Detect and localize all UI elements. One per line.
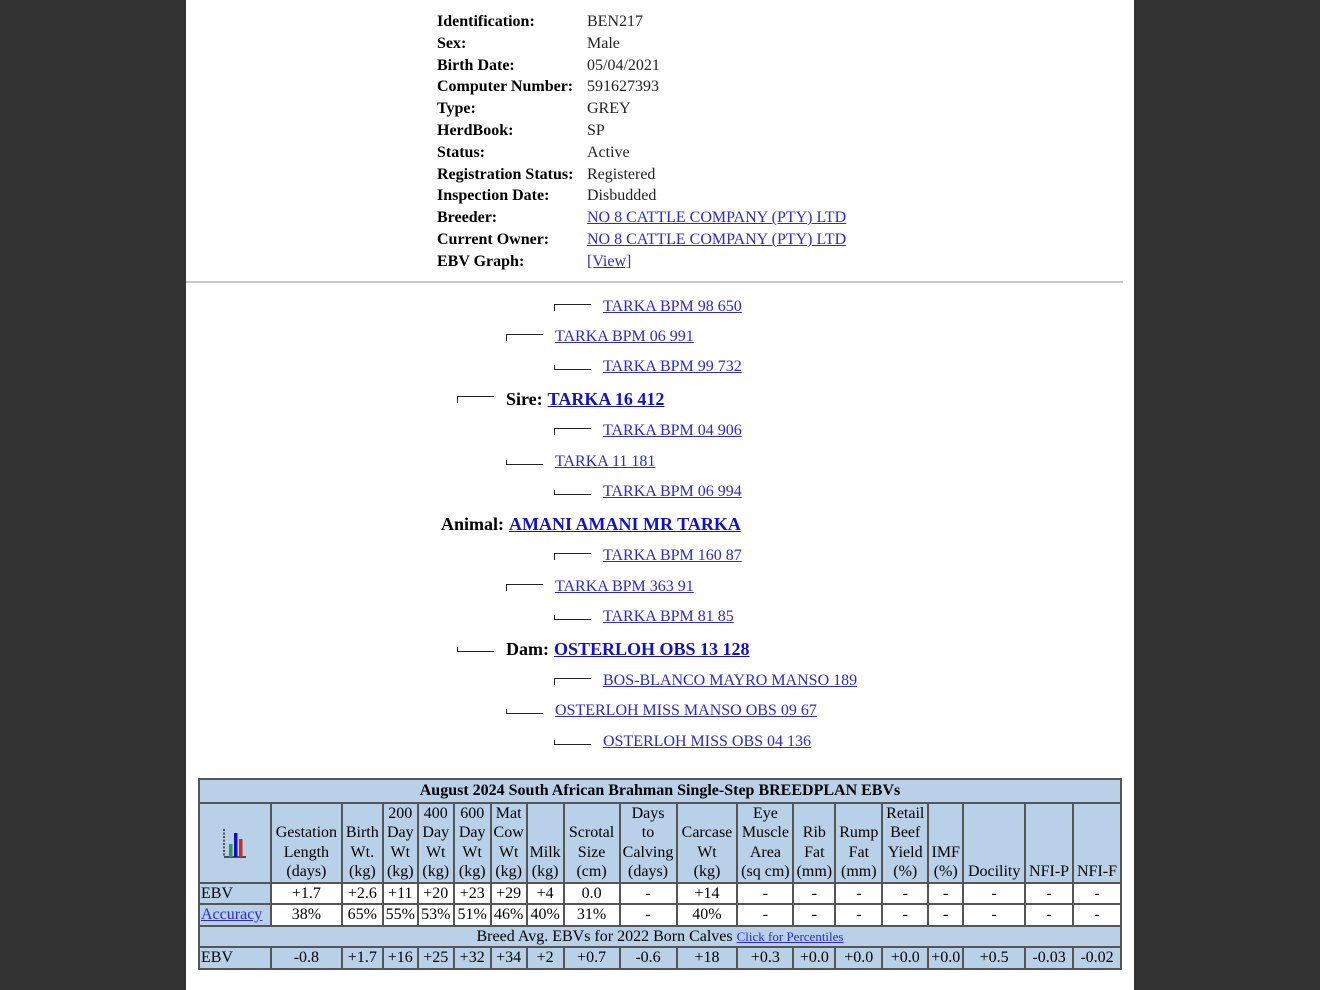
pedigree-link-sire-dam-sire[interactable]: TARKA BPM 04 906	[603, 422, 742, 439]
pedigree-node-dss	[554, 546, 742, 566]
detail-value: GREY	[587, 100, 631, 118]
column-header-line: (kg)	[386, 863, 414, 880]
breed-avg-value-cell: +25	[418, 947, 454, 969]
tree-connector	[506, 460, 543, 465]
ebv-row	[199, 904, 1121, 926]
ebv-column-header	[1025, 803, 1073, 883]
ebv-value-cell: -	[737, 904, 793, 926]
ebv-column-header	[418, 803, 454, 883]
breed-avg-value-cell: +0.5	[963, 947, 1025, 969]
row-label: EBV	[199, 947, 271, 969]
detail-label: Sex:	[437, 34, 467, 52]
pedigree-node-sire	[457, 389, 664, 409]
ebv-value-cell: +20	[418, 883, 454, 905]
breed-avg-value-cell: +34	[491, 947, 527, 969]
animal-details	[437, 11, 846, 273]
column-header-line: Wt	[425, 843, 446, 861]
column-header-line: Rib	[802, 824, 826, 841]
detail-row	[437, 164, 846, 186]
breed-avg-row	[199, 947, 1121, 969]
ebv-value-cell: -	[963, 883, 1025, 905]
breed-avg-text: Breed Avg. EBVs for 2022 Born Calves	[476, 927, 733, 945]
ebv-value-cell: -	[737, 883, 793, 905]
ebv-value-cell: -	[928, 904, 963, 926]
ebv-value-cell: -	[1025, 883, 1073, 905]
column-header-line: Birth	[345, 824, 379, 841]
column-header-line: (kg)	[531, 863, 559, 880]
pedigree-link-sire-sire-dam[interactable]: TARKA BPM 99 732	[603, 358, 742, 375]
ebv-value-cell: 53%	[418, 904, 454, 926]
detail-row	[437, 142, 846, 164]
breed-avg-value-cell: -0.03	[1025, 947, 1073, 969]
ebv-column-header	[1073, 803, 1121, 883]
detail-value: Active	[587, 143, 630, 161]
pedigree-link-dam-dam-sire[interactable]: BOS-BLANCO MAYRO MANSO 189	[603, 672, 858, 689]
column-header-line: Wt.	[350, 843, 375, 861]
column-header-line: 400	[423, 804, 448, 822]
pedigree-node-dd	[506, 701, 817, 721]
column-header-line: Rump	[839, 824, 879, 841]
column-header-line: Cow	[493, 824, 524, 841]
column-header-line: Length	[283, 843, 330, 861]
ebv-value-cell: -	[928, 883, 963, 905]
pedigree-link-animal[interactable]: AMANI AMANI MR TARKA	[509, 514, 741, 534]
animal-page	[186, 0, 1134, 990]
detail-label: Inspection Date:	[437, 187, 550, 205]
ebv-value-cell: +11	[383, 883, 418, 905]
pedigree-link-sire-dam[interactable]: TARKA 11 181	[555, 453, 656, 470]
detail-row	[437, 207, 846, 229]
detail-value: SP	[587, 121, 605, 139]
pedigree-link-dam-dam-dam[interactable]: OSTERLOH MISS OBS 04 136	[603, 733, 812, 750]
breed-avg-value-cell: +0.0	[928, 947, 963, 969]
tree-connector	[457, 647, 494, 652]
column-header-line: Carcase	[681, 824, 733, 841]
breed-avg-caption	[199, 926, 1121, 948]
ebv-value-cell: +2.6	[342, 883, 383, 905]
pedigree-link-dam[interactable]: OSTERLOH OBS 13 128	[554, 639, 750, 659]
ebv-column-header	[677, 803, 738, 883]
breed-avg-value-cell: -0.02	[1073, 947, 1121, 969]
pedigree-link-dam-sire-sire[interactable]: TARKA BPM 160 87	[603, 547, 742, 564]
row-label: EBV	[201, 884, 233, 902]
ebv-value-cell: -	[1025, 904, 1073, 926]
ebv-column-header	[491, 803, 527, 883]
column-header-line: Wt	[498, 843, 519, 861]
detail-link[interactable]: NO 8 CATTLE COMPANY (PTY) LTD	[587, 209, 847, 227]
detail-label: Computer Number:	[437, 78, 574, 96]
detail-row	[437, 185, 846, 207]
column-header-line: (sq cm)	[741, 863, 790, 880]
ebv-column-header	[928, 803, 963, 883]
pedigree-node-ssd	[554, 357, 742, 377]
tree-connector	[554, 553, 591, 560]
column-header-line: (mm)	[796, 863, 833, 880]
ebv-value-cell: -	[963, 904, 1025, 926]
ebv-column-header	[882, 803, 928, 883]
column-header-line: Wt	[462, 843, 482, 861]
detail-link[interactable]: NO 8 CATTLE COMPANY (PTY) LTD	[587, 230, 847, 248]
column-header-line: Fat	[848, 843, 870, 861]
column-header-line: Mat	[495, 804, 522, 822]
ebv-value-cell: -	[793, 904, 835, 926]
ebv-row	[199, 883, 1121, 905]
column-header-line: Size	[577, 843, 606, 861]
column-header-line: Eye	[752, 804, 778, 822]
column-header-line: (kg)	[458, 863, 486, 880]
breed-avg-value-cell: +32	[454, 947, 491, 969]
detail-value: 591627393	[587, 78, 659, 96]
ebv-value-cell: -	[1073, 904, 1121, 926]
tree-connector	[506, 334, 543, 341]
ebv-value-cell: +23	[454, 883, 491, 905]
ebv-value-cell: -	[620, 904, 677, 926]
pedigree-link-sire-dam-dam[interactable]: TARKA BPM 06 994	[603, 483, 742, 500]
column-header-line: Docility	[967, 863, 1021, 880]
ebv-value-cell: 31%	[564, 904, 620, 926]
ebv-value-cell: -	[835, 883, 882, 905]
ebv-value-cell: -	[620, 883, 677, 905]
ebv-value-cell: +4	[527, 883, 564, 905]
tree-connector	[554, 678, 591, 685]
pedigree-node-dam	[457, 639, 750, 659]
ebv-column-header	[793, 803, 835, 883]
breed-avg-value-cell: +0.0	[835, 947, 882, 969]
detail-row	[437, 55, 846, 77]
pedigree-link-sire-sire[interactable]: TARKA BPM 06 991	[555, 328, 694, 345]
column-header-line: Beef	[890, 824, 921, 841]
column-header-line: (cm)	[576, 863, 607, 880]
tree-connector	[554, 490, 591, 495]
ebv-column-header	[271, 803, 342, 883]
dam-label: Dam:	[506, 639, 549, 659]
column-header-line: (days)	[286, 863, 327, 880]
column-header-line: Days	[631, 804, 665, 822]
breed-avg-value-cell: +18	[677, 947, 738, 969]
tree-connector	[554, 365, 591, 370]
pedigree-link-sire-sire-sire[interactable]: TARKA BPM 98 650	[603, 298, 742, 315]
ebv-value-cell: +1.7	[271, 883, 342, 905]
tree-connector	[554, 615, 591, 620]
detail-value: Registered	[587, 165, 656, 183]
breed-avg-value-cell: +16	[383, 947, 418, 969]
detail-row	[437, 11, 846, 33]
detail-label: Registration Status:	[437, 165, 574, 183]
pedigree-link-sire[interactable]: TARKA 16 412	[547, 389, 665, 409]
column-header-line: Day	[386, 824, 414, 841]
ebv-value-cell: -	[882, 904, 928, 926]
detail-row	[437, 120, 846, 142]
column-header-line: Calving	[622, 843, 674, 861]
breed-avg-value-cell: +0.0	[882, 947, 928, 969]
detail-value: Male	[587, 34, 620, 52]
sire-label: Sire:	[506, 389, 543, 409]
column-header-line: Gestation	[275, 824, 338, 841]
column-header-line: Fat	[804, 843, 825, 861]
breed-avg-value-cell: +0.0	[793, 947, 835, 969]
ebv-column-header	[737, 803, 793, 883]
pedigree-node-dsd	[554, 607, 734, 627]
detail-row	[437, 229, 846, 251]
detail-label: Current Owner:	[437, 230, 550, 248]
ebv-value-cell: +29	[491, 883, 527, 905]
tree-connector	[554, 304, 591, 311]
detail-row	[437, 33, 846, 55]
column-header-line: Area	[749, 843, 781, 861]
column-header-line: (days)	[628, 863, 668, 880]
column-header-line: (%)	[933, 863, 958, 880]
column-header-line: (%)	[893, 863, 918, 880]
column-header-line: Scrotal	[568, 824, 615, 841]
ebv-column-header	[342, 803, 383, 883]
pedigree-node-sds	[554, 421, 742, 441]
detail-link[interactable]: [View]	[587, 252, 632, 270]
column-header-line: Day	[422, 824, 450, 841]
ebv-table-title: August 2024 South African Brahman Single-Step BREEDPLAN EBVs	[199, 779, 1121, 803]
column-header-line: Wt	[697, 843, 717, 861]
ebv-value-cell: 40%	[677, 904, 738, 926]
ebv-value-cell: -	[793, 883, 835, 905]
detail-value: BEN217	[587, 13, 643, 30]
column-header-line: IMF	[931, 843, 960, 861]
detail-row	[437, 251, 846, 273]
divider	[186, 281, 1123, 283]
tree-connector	[506, 709, 543, 714]
column-header-line: Day	[458, 824, 486, 841]
column-header-line: to	[641, 824, 655, 841]
tree-connector	[506, 584, 543, 591]
ebv-column-header	[383, 803, 418, 883]
ebv-value-cell: 38%	[271, 904, 342, 926]
breed-avg-value-cell: +2	[527, 947, 564, 969]
pedigree-node-ss	[506, 327, 694, 347]
detail-row	[437, 76, 846, 98]
animal-label: Animal:	[441, 514, 504, 534]
detail-label: Breeder:	[437, 209, 498, 227]
pedigree-node-ds	[506, 577, 694, 597]
pedigree-node-sdd	[554, 482, 742, 502]
ebv-value-cell: -	[1073, 883, 1121, 905]
pedigree-node-sss	[554, 297, 742, 317]
ebv-column-header	[564, 803, 620, 883]
pedigree-link-dam-sire-dam[interactable]: TARKA BPM 81 85	[603, 608, 734, 625]
ebv-value-cell: 65%	[342, 904, 383, 926]
breed-avg-value-cell: +0.3	[737, 947, 793, 969]
pedigree-node-animal	[441, 514, 741, 534]
column-header-line: (kg)	[422, 863, 450, 880]
column-header-line: (mm)	[841, 863, 877, 880]
ebv-column-header	[620, 803, 677, 883]
breed-avg-value-cell: -0.8	[271, 947, 342, 969]
column-header-line: (kg)	[348, 863, 376, 880]
column-header-line: NFI-F	[1076, 863, 1117, 880]
detail-value: 05/04/2021	[587, 56, 660, 74]
ebv-value-cell: -	[835, 904, 882, 926]
pedigree-link-dam-dam[interactable]: OSTERLOH MISS MANSO OBS 09 67	[555, 702, 817, 719]
column-header-line: Yield	[887, 843, 923, 861]
column-header-line: Milk	[529, 843, 561, 861]
pedigree-node-ddd	[554, 732, 811, 752]
detail-label: EBV Graph:	[437, 252, 525, 270]
row-label-cell	[199, 883, 271, 905]
detail-label: Identification:	[437, 13, 535, 30]
ebv-column-header	[835, 803, 882, 883]
column-header-line: NFI-P	[1029, 863, 1070, 880]
ebv-table	[198, 778, 1122, 970]
breed-avg-value-cell: +1.7	[342, 947, 383, 969]
column-header-line: 600	[460, 804, 485, 822]
ebv-graph-cell[interactable]	[199, 803, 271, 883]
ebv-value-cell: 51%	[454, 904, 491, 926]
pedigree-link-dam-sire[interactable]: TARKA BPM 363 91	[555, 578, 694, 595]
ebv-value-cell: 46%	[491, 904, 527, 926]
detail-label: Type:	[437, 100, 476, 118]
detail-label: Status:	[437, 143, 486, 161]
ebv-column-header	[454, 803, 491, 883]
column-header-line: Muscle	[741, 824, 789, 841]
ebv-value-cell: 40%	[527, 904, 564, 926]
ebv-value-cell: 55%	[383, 904, 418, 926]
column-header-line: 200	[388, 804, 413, 822]
detail-label: Birth Date:	[437, 56, 515, 74]
detail-value: Disbudded	[587, 187, 657, 205]
column-header-line: Wt	[390, 843, 411, 861]
column-header-line: (kg)	[693, 863, 721, 880]
accuracy-link[interactable]: Accuracy	[201, 906, 263, 923]
tree-connector	[554, 740, 591, 745]
ebv-column-header	[527, 803, 564, 883]
detail-row	[437, 98, 846, 120]
column-header-line: (kg)	[495, 863, 522, 880]
detail-label: HerdBook:	[437, 121, 514, 139]
ebv-value-cell: -	[882, 883, 928, 905]
column-header-line: Retail	[886, 804, 925, 822]
pedigree-node-sd	[506, 452, 655, 472]
ebv-value-cell: 0.0	[564, 883, 620, 905]
percentiles-link[interactable]: Click for Percentiles	[736, 928, 844, 944]
breed-avg-value-cell: +0.7	[564, 947, 620, 969]
breed-avg-value-cell: -0.6	[620, 947, 677, 969]
row-label-cell[interactable]	[199, 904, 271, 926]
bar-chart-icon[interactable]	[222, 827, 248, 859]
tree-connector	[554, 428, 591, 435]
ebv-value-cell: +14	[677, 883, 738, 905]
ebv-column-header	[963, 803, 1025, 883]
tree-connector	[457, 396, 494, 403]
pedigree-node-dds	[554, 671, 857, 691]
